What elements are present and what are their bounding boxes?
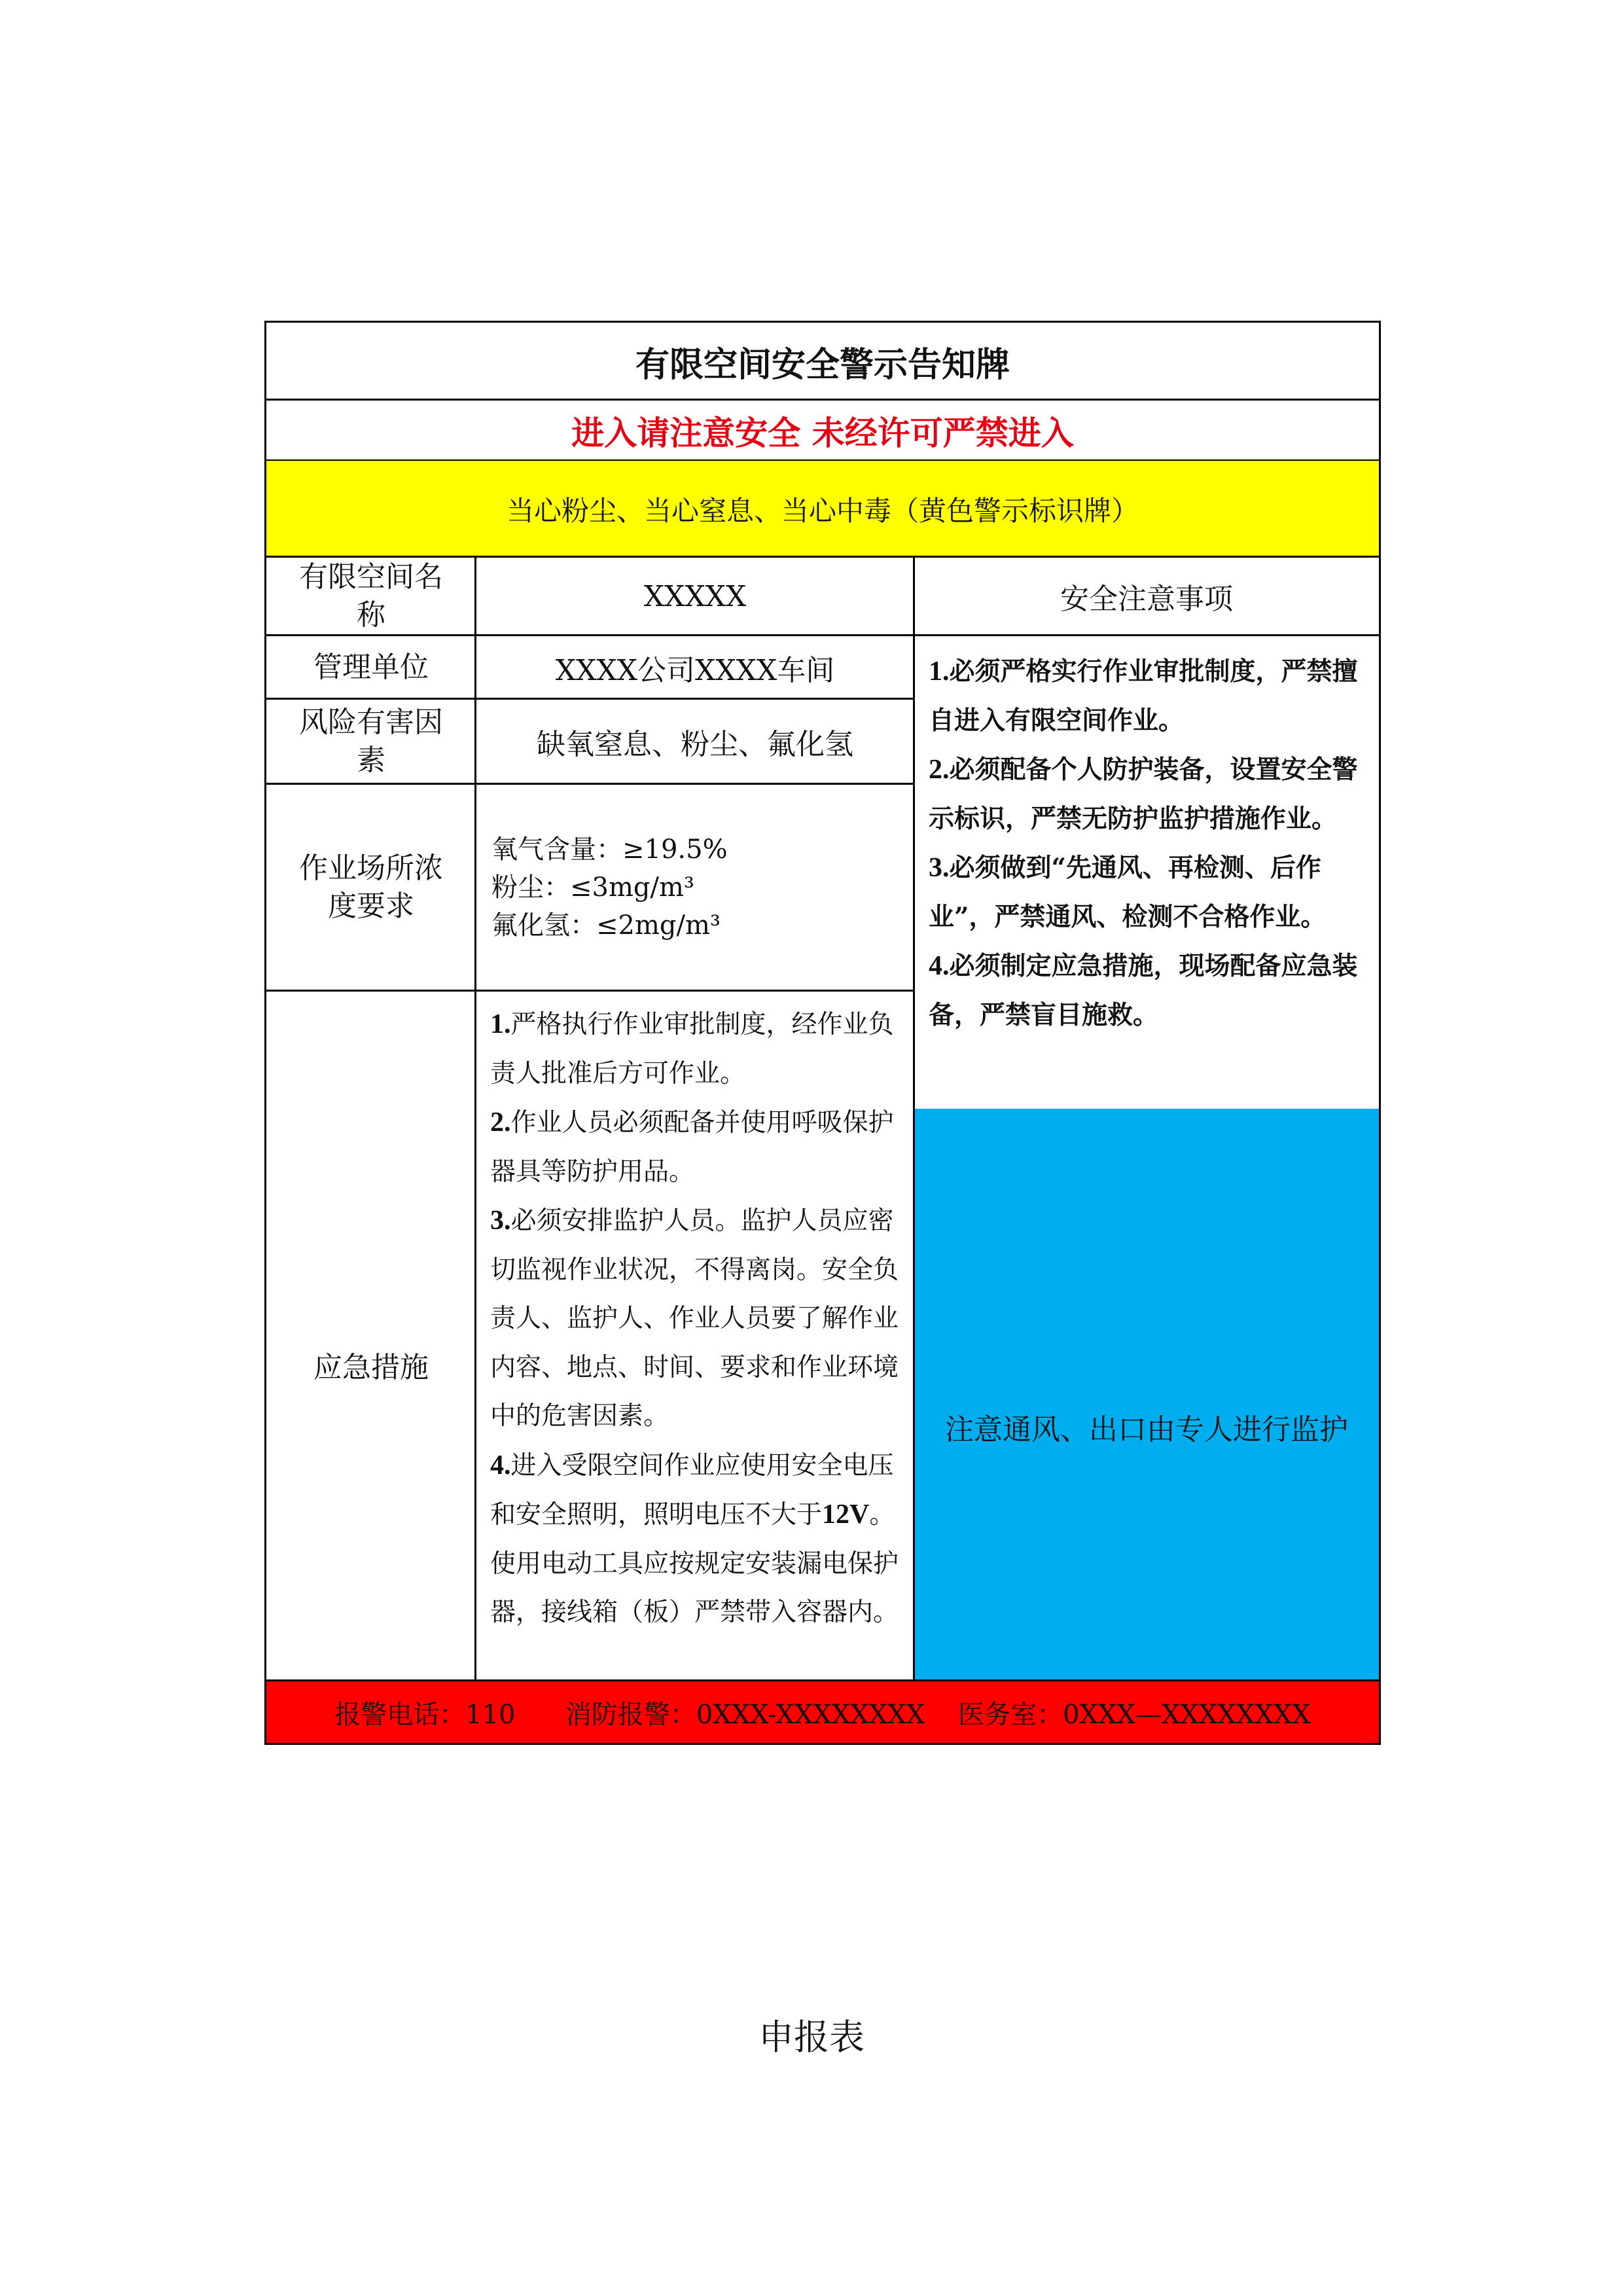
concentration-label: 作业场所浓度要求 bbox=[299, 852, 443, 923]
divider bbox=[266, 634, 1379, 636]
page-caption: 申报表 bbox=[758, 2017, 865, 2058]
clinic-phone: 医务室：0XXX—XXXXXXXX bbox=[958, 1699, 1311, 1730]
spacer bbox=[516, 1697, 565, 1727]
divider bbox=[474, 556, 476, 1745]
divider bbox=[266, 783, 914, 785]
divider bbox=[913, 556, 915, 1745]
space-name-label: 有限空间名称 bbox=[299, 560, 443, 632]
list-item: 2.必须配备个人防护装备，设置安全警示标识，严禁无防护监护措施作业。 bbox=[929, 755, 1358, 834]
ventilation-note: 注意通风、出口由专人进行监护 bbox=[914, 1109, 1379, 1745]
list-item: 1.严格执行作业审批制度，经作业负责人批准后方可作业。 bbox=[490, 1009, 894, 1088]
spacer bbox=[925, 1697, 958, 1727]
sign-subtitle: 进入请注意安全 未经许可严禁进入 bbox=[571, 413, 1074, 452]
divider bbox=[266, 698, 914, 700]
oxygen-requirement: 氧气含量：≥19.5% bbox=[491, 834, 728, 865]
sign-title: 有限空间安全警示告知牌 bbox=[635, 344, 1010, 385]
fire-phone: 消防报警：0XXX-XXXXXXXX bbox=[565, 1699, 925, 1730]
safety-items bbox=[914, 636, 1379, 1103]
emergency-label: 应急措施 bbox=[313, 1351, 429, 1384]
space-name-value: XXXXX bbox=[643, 579, 747, 613]
police-phone: 报警电话：110 bbox=[334, 1699, 516, 1730]
warning-banner: 当心粉尘、当心窒息、当心中毒（黄色警示标识牌） bbox=[266, 461, 1379, 557]
unit-label: 管理单位 bbox=[313, 650, 429, 684]
list-item: 2.作业人员必须配备并使用呼吸保护器具等防护用品。 bbox=[490, 1107, 894, 1187]
list-item: 1.必须严格实行作业审批制度，严禁擅自进入有限空间作业。 bbox=[929, 656, 1358, 736]
list-item: 3.必须安排监护人员。监护人员应密切监视作业状况，不得离岗。安全负责人、监护人、作业人员要了解作业内容、地点、时间、要求和作业环境中的危害因素。 bbox=[490, 1206, 899, 1431]
concentration-value bbox=[476, 784, 914, 991]
list-item: 3.必须做到“先通风、再检测、后作业”，严禁通风、检测不合格作业。 bbox=[929, 853, 1327, 932]
safety-heading: 安全注意事项 bbox=[1060, 583, 1233, 616]
divider bbox=[266, 990, 914, 992]
hf-requirement: 氟化氢：≤2mg/m³ bbox=[491, 910, 721, 941]
emergency-measures bbox=[476, 991, 914, 1745]
warning-sign-table bbox=[264, 321, 1381, 1745]
hazards-label: 风险有害因素 bbox=[299, 706, 443, 777]
list-item: 4.进入受限空间作业应使用安全电压和安全照明，照明电压不大于12V。使用电动工具应按规定安装漏电保护器，接线箱（板）严禁带入容器内。 bbox=[490, 1450, 899, 1627]
unit-value: XXXX公司XXXX车间 bbox=[555, 653, 835, 687]
hazards-value: 缺氧窒息、粉尘、氟化氢 bbox=[537, 728, 853, 761]
list-item: 4.必须制定应急措施，现场配备应急装备，严禁盲目施救。 bbox=[929, 951, 1358, 1030]
emergency-contacts-bar bbox=[264, 1679, 1381, 1745]
dust-requirement: 粉尘：≤3mg/m³ bbox=[491, 872, 694, 903]
